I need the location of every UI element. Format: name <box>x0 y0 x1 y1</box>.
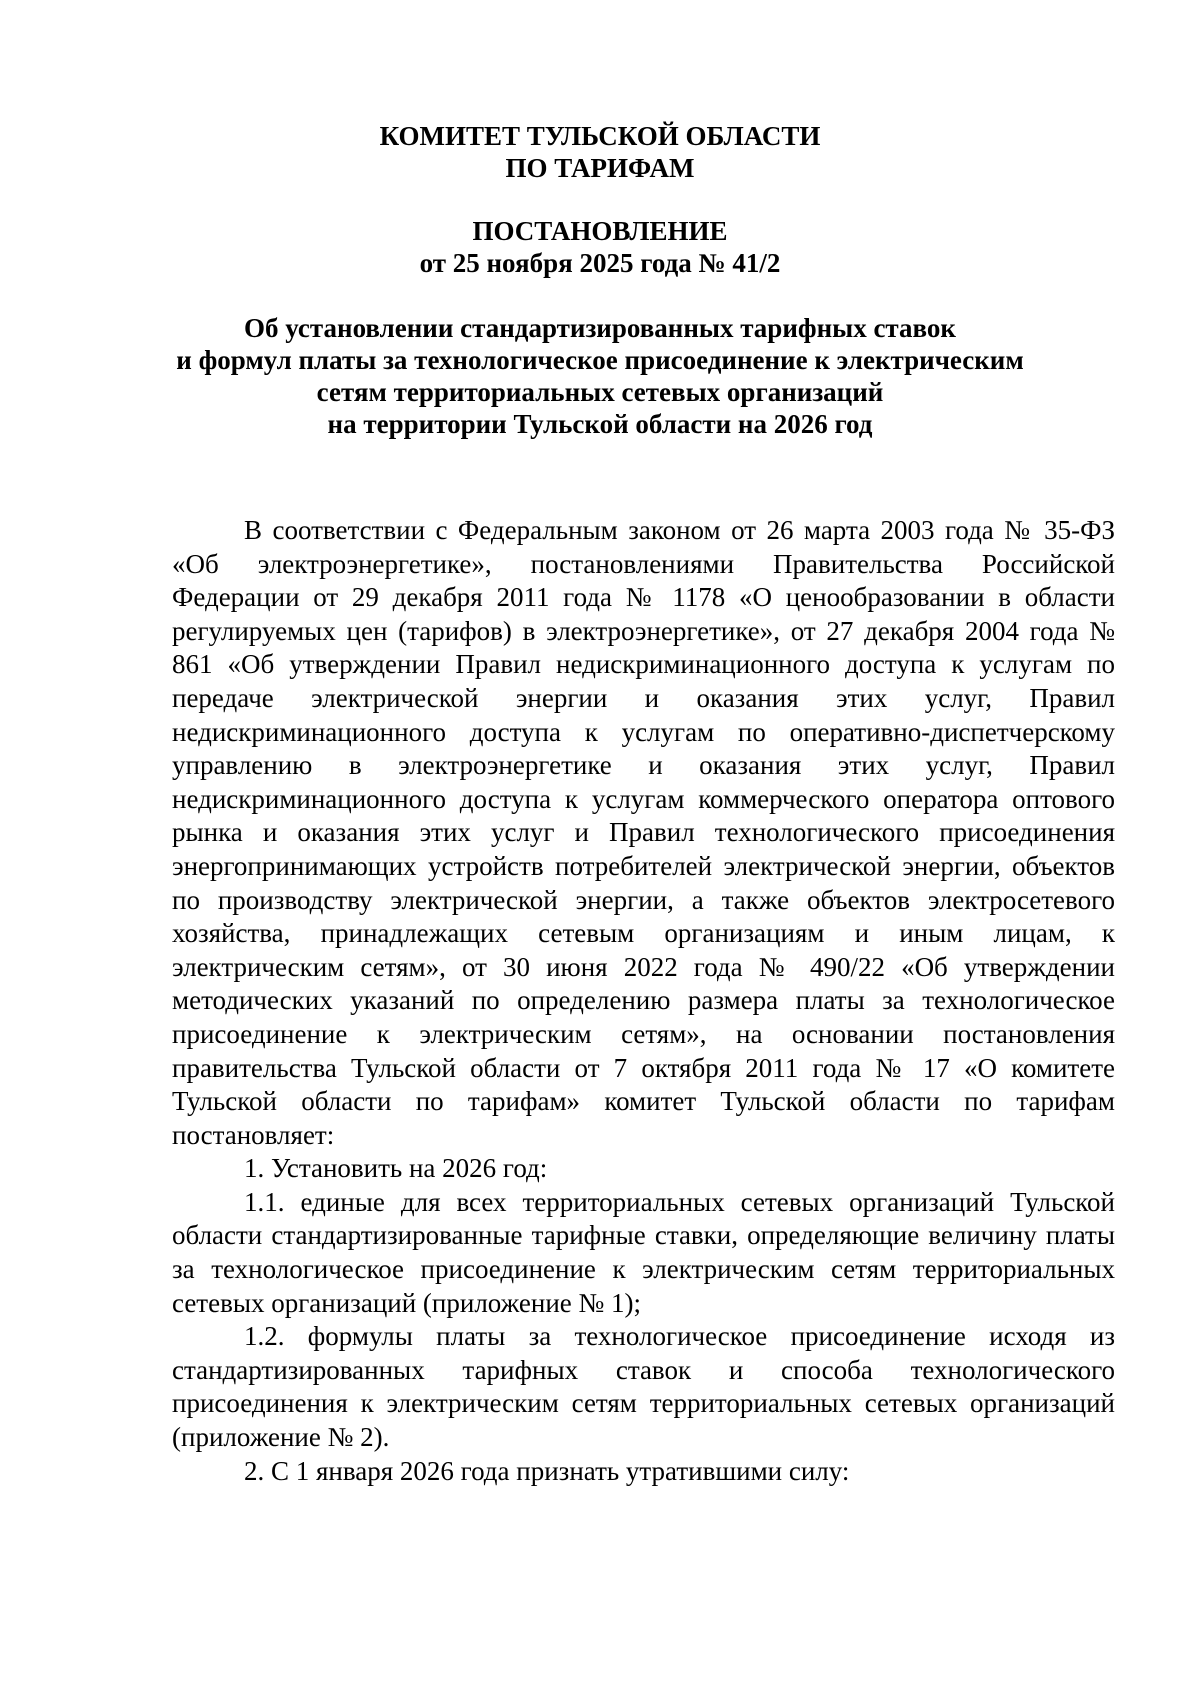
clause-1-1: 1.1. единые для всех территориальных сетевых организаций Тульской области стандартизированные тарифные ставки, определяющие величину платы за технологическое присоединение к электрическим сетям территориальных сетевых организаций (приложение № 1); <box>172 1186 1115 1318</box>
subject-line-3: сетям территориальных сетевых организаций <box>316 377 884 407</box>
clause-1-2: 1.2. формулы платы за технологическое присоединение исходя из стандартизированных тарифных ставок и способа технологического присоединения к электрическим сетям территориальных сетевых организаций (приложение № 2). <box>172 1321 1115 1453</box>
committee-line-2: ПО ТАРИФАМ <box>505 153 695 183</box>
document-type: ПОСТАНОВЛЕНИЕ <box>472 216 728 246</box>
preamble-paragraph: В соответствии с Федеральным законом от 26 марта 2003 года № 35-ФЗ «Об электроэнергетике», постановлениями Правительства Российской Федерации от 29 декабря 2011 года № 1178 «О ценообразовании в области регулируемых цен (тарифов) в электроэнергетике», от 27 декабря 2004 года № 861 «Об утверждении Правил недискриминационного доступа к услугам по передаче электрической энергии и оказания этих услуг, Правил недискриминационного доступа к услугам по оперативно-диспетчерскому управлению в электроэнергетике и оказания этих услуг, Правил недискриминационного доступа к услугам коммерческого оператора оптового рынка и оказания этих услуг и Правил технологического присоединения энергопринимающих устройств потребителей электрической энергии, объектов по производству электрической энергии, а также объектов электросетевого хозяйства, принадлежащих сетевым организациям и иным лицам, к электрическим сетям», от 30 июня 2022 года № 490/22 «Об утверждении методических указаний по определению размера платы за технологическое присоединение к электрическим сетям», на основании постановления правительства Тульской области от 7 октября 2011 года № 17 «О комитете Тульской области по тарифам» комитет Тульской области по тарифам постановляет: <box>172 515 1115 1150</box>
subject-line-4: на территории Тульской области на 2026 год <box>327 409 873 439</box>
subject-line-2: и формул платы за технологическое присоединение к электрическим <box>176 345 1024 375</box>
document-subject <box>160 312 1040 440</box>
clause-1: 1. Установить на 2026 год: <box>244 1153 548 1184</box>
document-type-block <box>160 215 1040 279</box>
committee-name <box>160 120 1040 184</box>
clause-2: 2. С 1 января 2026 года признать утратившими силу: <box>244 1455 850 1486</box>
subject-line-1: Об установлении стандартизированных тарифных ставок <box>244 313 956 343</box>
document-date-number: от 25 ноября 2025 года № 41/2 <box>419 248 781 278</box>
document-body <box>172 514 1115 1488</box>
committee-line-1: КОМИТЕТ ТУЛЬСКОЙ ОБЛАСТИ <box>379 121 821 151</box>
